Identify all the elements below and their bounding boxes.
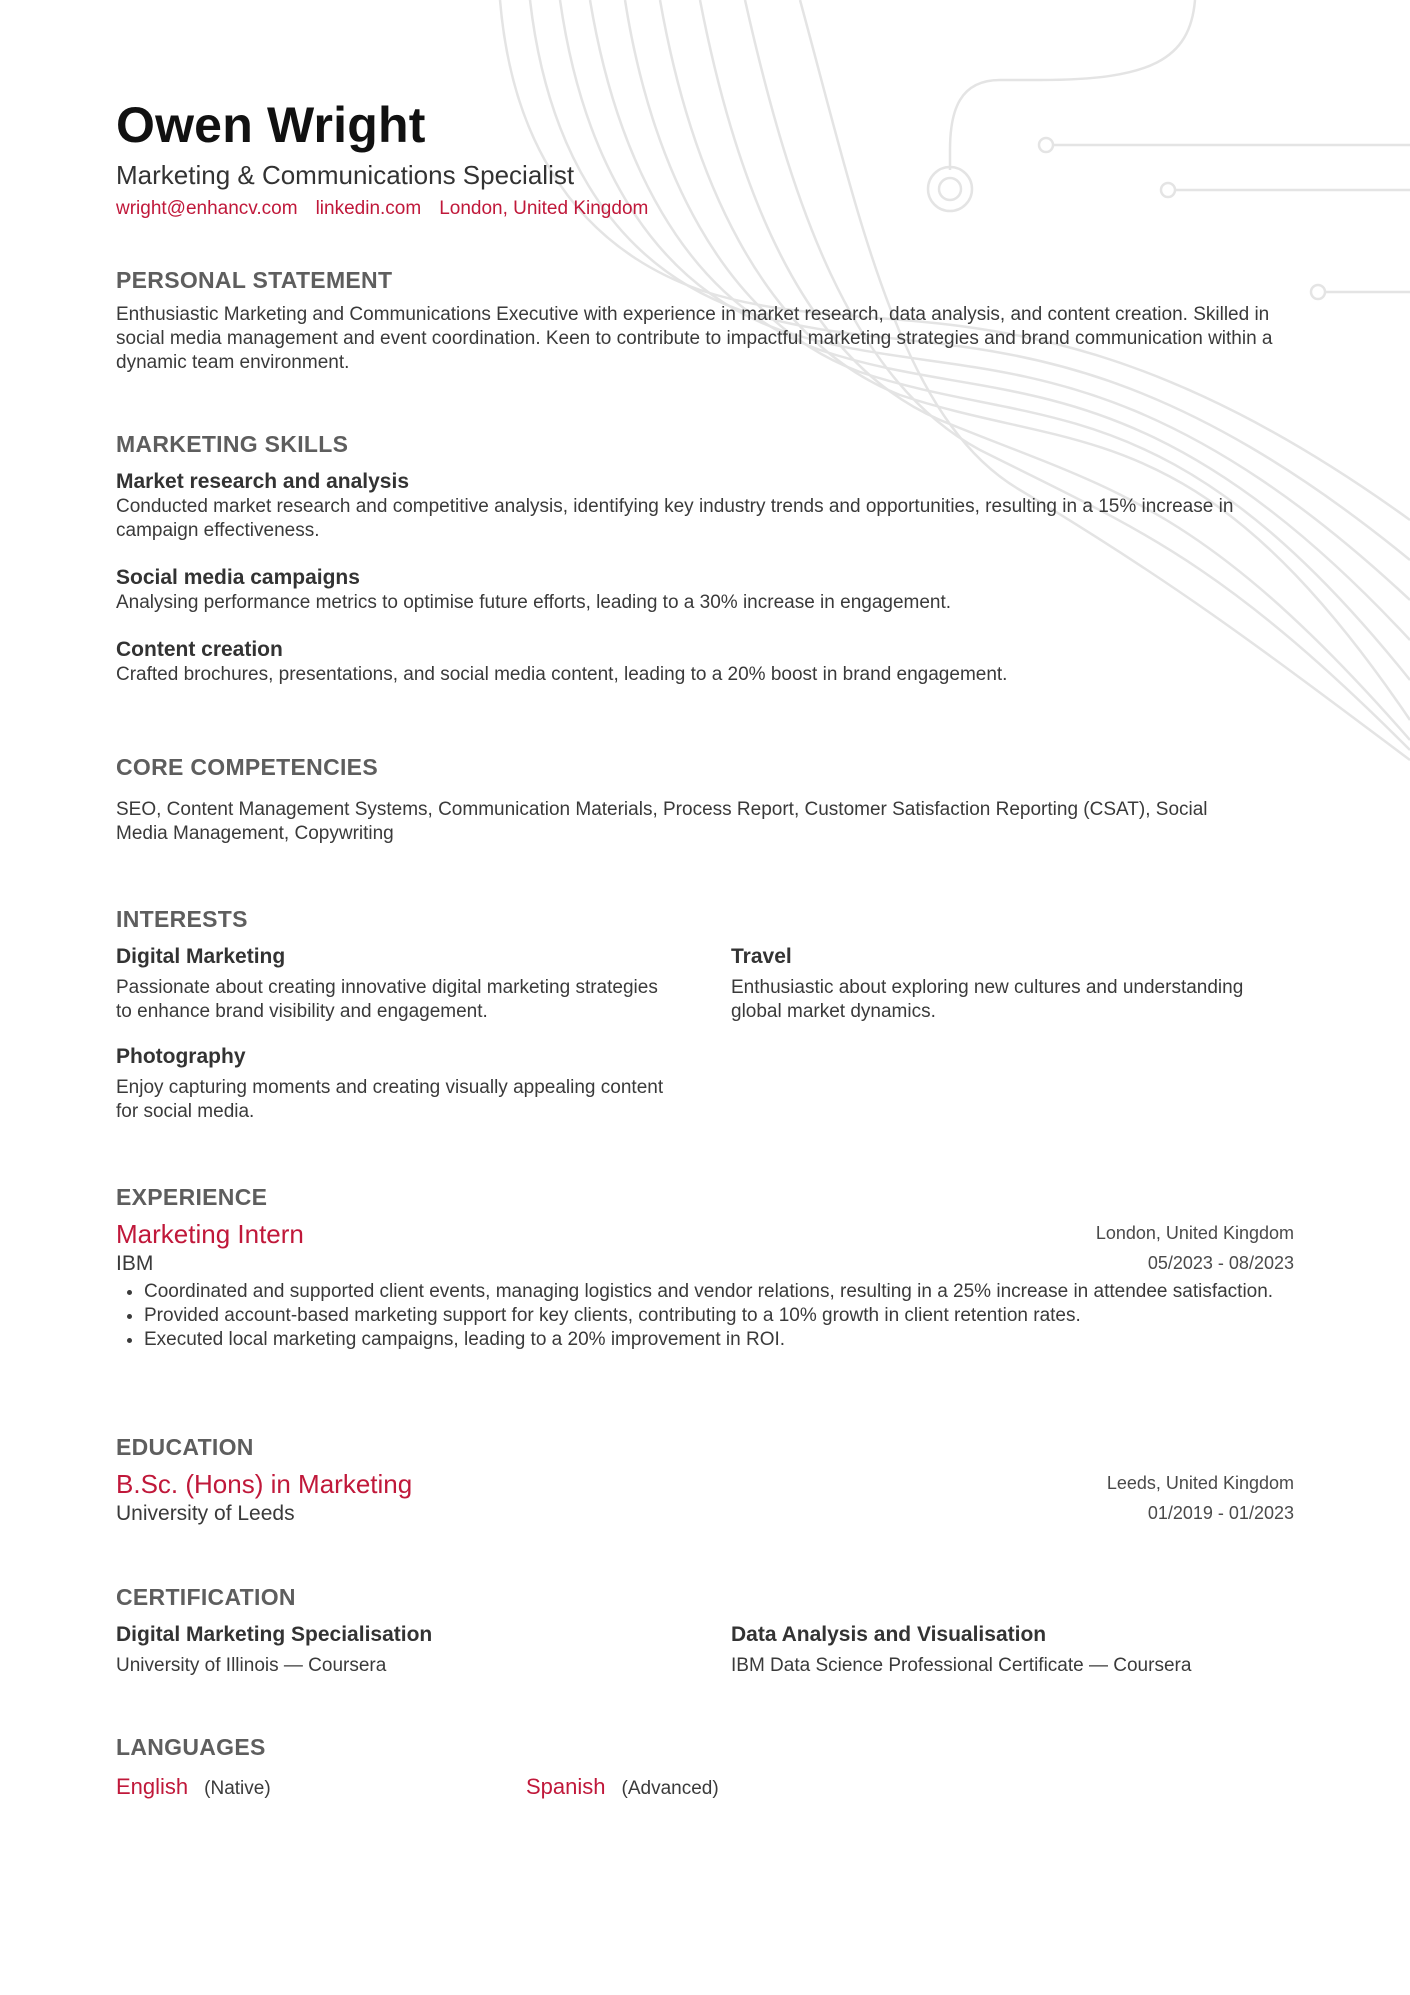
- section-title: CERTIFICATION: [116, 1584, 296, 1610]
- section-title: PERSONAL STATEMENT: [116, 267, 393, 293]
- school-location: Leeds, United Kingdom: [1106, 1473, 1294, 1493]
- interest-name: Photography: [116, 1045, 246, 1068]
- experience-section: [116, 1182, 1294, 1352]
- skill-item: [116, 637, 1294, 687]
- section-title: EXPERIENCE: [116, 1184, 268, 1210]
- contact-row: [116, 198, 648, 220]
- language-name: English: [116, 1774, 189, 1799]
- skill-name: Content creation: [116, 638, 283, 661]
- job-location: London, United Kingdom: [1095, 1223, 1294, 1243]
- section-title: LANGUAGES: [116, 1734, 266, 1760]
- school-name: University of Leeds: [116, 1502, 295, 1525]
- experience-bullets: [116, 1280, 1294, 1352]
- interest-description: Passionate about creating innovative digital marketing strategies to enhance brand visibility and engagement.: [116, 977, 658, 1022]
- language-name: Spanish: [526, 1774, 606, 1799]
- skill-name: Social media campaigns: [116, 566, 360, 589]
- company-name: IBM: [116, 1252, 154, 1275]
- job-role: Marketing Intern: [116, 1219, 304, 1249]
- education-dates: 01/2019 - 01/2023: [1147, 1503, 1294, 1523]
- statement-text: Enthusiastic Marketing and Communications Executive with experience in market research, data analysis, and content creation. Skilled in social media management and event coordination. Keen to contribute to impactful marketing strategies and brand communication within a dynamic team environment.: [116, 304, 1273, 373]
- interest-item: [116, 1044, 676, 1124]
- location-text: London, United Kingdom: [439, 198, 649, 219]
- skill-description: Crafted brochures, presentations, and social media content, leading to a 20% boost in brand engagement.: [116, 664, 1008, 685]
- competencies-list: SEO, Content Management Systems, Communication Materials, Process Report, Customer Satisfaction Reporting (CSAT), Social Media Management, Copywriting: [116, 799, 1208, 844]
- skill-description: Analysing performance metrics to optimise future efforts, leading to a 30% increase in engagement.: [116, 592, 952, 613]
- skill-item: [116, 565, 1294, 615]
- certification-issuer: IBM Data Science Professional Certificate — Coursera: [731, 1655, 1192, 1676]
- certification-section: [116, 1582, 1294, 1678]
- interest-description: Enthusiastic about exploring new cultures and understanding global market dynamics.: [731, 977, 1244, 1022]
- experience-bullet: • Coordinated and supported client events, managing logistics and vendor relations, resulting in a 25% increase in attendee satisfaction.: [144, 1280, 1294, 1304]
- interest-item: [116, 944, 676, 1024]
- experience-entry: [116, 1218, 1294, 1278]
- interest-description: Enjoy capturing moments and creating visually appealing content for social media.: [116, 1077, 664, 1122]
- interests-section: [116, 904, 1294, 1144]
- skill-name: Market research and analysis: [116, 470, 409, 493]
- section-title: CORE COMPETENCIES: [116, 754, 378, 780]
- certification-grid: [116, 1622, 1294, 1678]
- language-item: [526, 1774, 936, 1800]
- job-title: Marketing & Communications Specialist: [116, 160, 575, 190]
- certification-issuer: University of Illinois — Coursera: [116, 1655, 387, 1676]
- language-level: (Advanced): [621, 1778, 719, 1799]
- section-title: MARKETING SKILLS: [116, 431, 349, 457]
- skills-list: [116, 469, 1294, 687]
- certification-item: [731, 1622, 1294, 1678]
- personal-statement-section: [116, 265, 1294, 375]
- competencies-section: [116, 752, 1294, 846]
- degree-name: B.Sc. (Hons) in Marketing: [116, 1469, 413, 1499]
- certification-item: [116, 1622, 731, 1678]
- linkedin-link[interactable]: linkedin.com: [315, 198, 422, 219]
- skill-description: Conducted market research and competitive analysis, identifying key industry trends and opportunities, resulting in a 15% increase in campaign effectiveness.: [116, 496, 1234, 541]
- language-level: (Native): [204, 1778, 271, 1799]
- skills-section: [116, 429, 1294, 687]
- experience-bullet: • Provided account-based marketing support for key clients, contributing to a 10% growth in client retention rates.: [144, 1304, 1294, 1328]
- experience-bullet: • Executed local marketing campaigns, leading to a 20% improvement in ROI.: [144, 1328, 1294, 1352]
- email-link[interactable]: wright@enhancv.com: [116, 198, 298, 219]
- certification-name: Data Analysis and Visualisation: [731, 1623, 1047, 1646]
- job-dates: 05/2023 - 08/2023: [1147, 1253, 1294, 1273]
- skill-item: [116, 469, 1294, 543]
- education-entry: [116, 1468, 1294, 1528]
- interest-item: [731, 944, 1294, 1024]
- education-section: [116, 1432, 1294, 1528]
- section-title: EDUCATION: [116, 1434, 254, 1460]
- certification-name: Digital Marketing Specialisation: [116, 1623, 433, 1646]
- interest-name: Travel: [731, 945, 792, 968]
- candidate-name: Owen Wright: [116, 97, 426, 153]
- languages-section: [116, 1732, 1294, 1800]
- interest-name: Digital Marketing: [116, 945, 286, 968]
- language-item: [116, 1774, 526, 1800]
- section-title: INTERESTS: [116, 906, 248, 932]
- languages-list: [116, 1774, 1294, 1800]
- interests-grid: [116, 944, 1294, 1144]
